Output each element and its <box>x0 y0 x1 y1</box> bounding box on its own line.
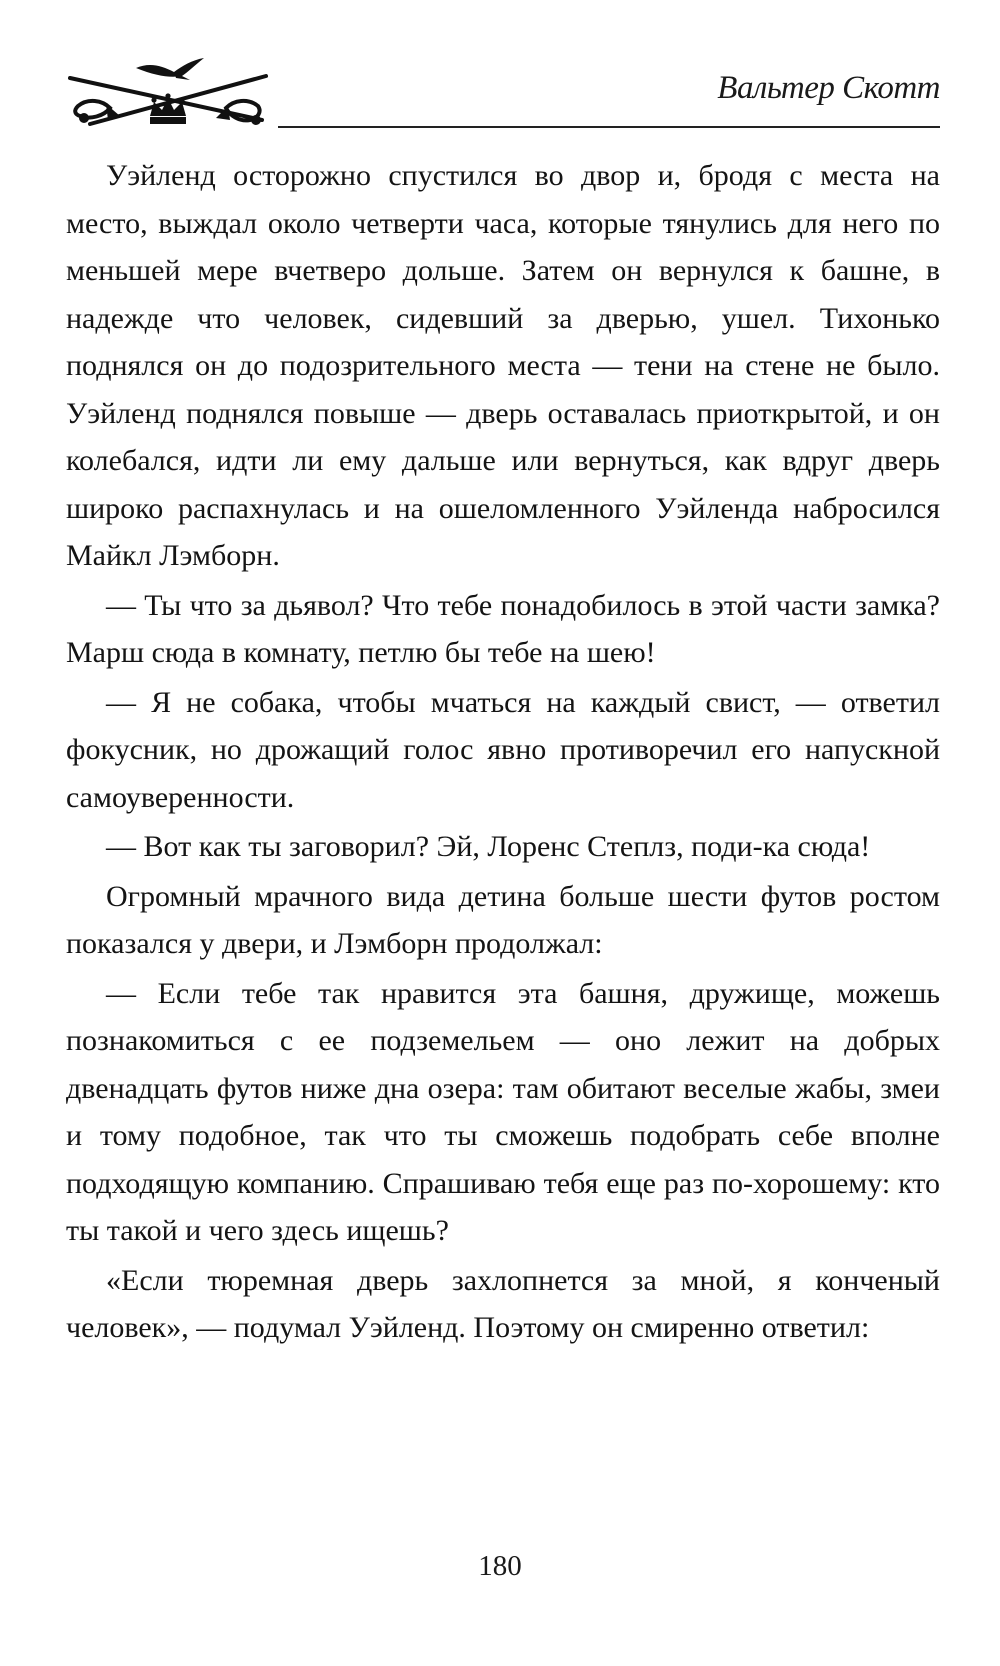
header-rule <box>278 126 940 128</box>
page-header <box>66 54 940 144</box>
paragraph: — Я не собака, чтобы мчаться на каждый свист, — ответил фокусник, но дрожащий голос явно противоречил его напускной самоуверенности. <box>66 685 940 814</box>
paragraph: «Если тюремная дверь захлопнется за мной, я конченый человек», — подумал Уэйленд. Поэтому он смиренно ответил: <box>66 1263 940 1344</box>
body-text <box>66 152 940 1352</box>
page-number: 180 <box>478 1550 522 1582</box>
running-head-author: Вальтер Скотт <box>717 70 940 106</box>
paragraph: — Если тебе так нравится эта башня, дружище, можешь познакомиться с ее подземельем — оно лежит на добрых двенадцать футов ниже дна озера: там обитают веселые жабы, змеи и тому подобное, так что ты сможешь подобрать себе вполне подходящую компанию. Спрашиваю тебя еще раз по-хорошему: кто ты такой и чего здесь ищешь? <box>66 976 940 1247</box>
paragraph: Уэйленд осторожно спустился во двор и, бродя с места на место, выждал около четверти часа, которые тянулись для него по меньшей мере вчетверо дольше. Затем он вернулся к башне, в надежде что человек, сидевший за дверью, ушел. Тихонько поднялся он до подозрительного места — тени на стене не было. Уэйленд поднялся повыше — дверь оставалась приоткрытой, и он колебался, идти ли ему дальше или вернуться, как вдруг дверь широко распахнулась и на ошеломленного Уэйленда набросился Майкл Лэмборн. <box>66 159 940 572</box>
crossed-swords-crown-bird-icon <box>66 54 286 140</box>
paragraph: Огромный мрачного вида детина больше шести футов ростом показался у двери, и Лэмборн продолжал: <box>66 879 940 960</box>
paragraph: — Вот как ты заговорил? Эй, Лоренс Степлз, поди-ка сюда! <box>106 830 871 863</box>
paragraph: — Ты что за дьявол? Что тебе понадобилось в этой части замка? Марш сюда в комнату, петлю бы тебе на шею! <box>66 588 940 669</box>
